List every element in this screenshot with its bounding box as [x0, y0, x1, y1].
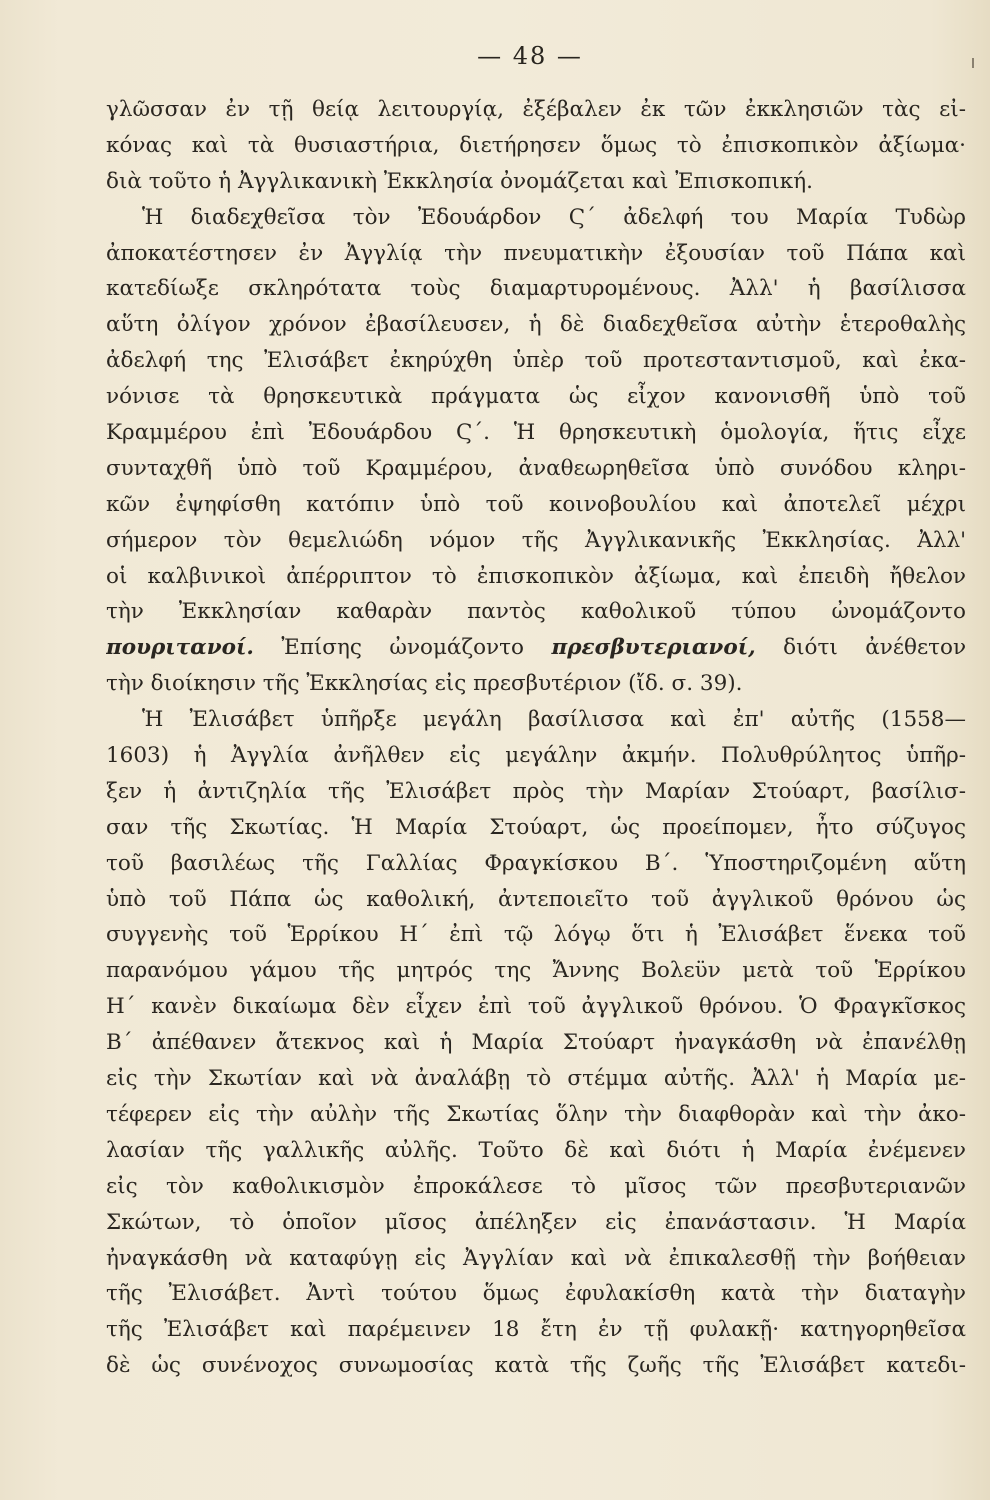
text-line: συνταχθῆ ὑπὸ τοῦ Κραμμέρου, ἀναθεωρηθεῖσα ὑπὸ συνόδου κληρι- — [106, 455, 966, 481]
text-line: παρανόμου γάμου τῆς μητρός της Ἄννης Βολεϋν μετὰ τοῦ Ἑρρίκου — [106, 958, 966, 984]
text-line: ἠναγκάσθη νὰ καταφύγῃ εἰς Ἀγγλίαν καὶ νὰ ἐπικαλεσθῇ τὴν βοήθειαν — [106, 1245, 966, 1271]
text-line: ἀποκατέστησεν ἐν Ἀγγλίᾳ τὴν πνευματικὴν ἐξουσίαν τοῦ Πάπα καὶ — [106, 240, 966, 266]
text-line: τῆς Ἐλισάβετ καὶ παρέμεινεν 18 ἔτη ἐν τῇ φυλακῇ· κατηγορηθεῖσα — [106, 1317, 966, 1343]
text-line: ἀδελφή της Ἐλισάβετ ἐκηρύχθη ὑπὲρ τοῦ προτεσταντισμοῦ, καὶ ἐκα- — [106, 348, 966, 374]
text-line: εἰς τὴν Σκωτίαν καὶ νὰ ἀναλάβῃ τὸ στέμμα αὐτῆς. Ἀλλ' ἡ Μαρία με- — [106, 1066, 966, 1092]
text-line: τέφερεν εἰς τὴν αὐλὴν τῆς Σκωτίας ὅλην τὴν διαφθορὰν καὶ τὴν ἀκο- — [106, 1101, 966, 1127]
text-line: Η´ κανὲν δικαίωμα δὲν εἶχεν ἐπὶ τοῦ ἀγγλικοῦ θρόνου. Ὁ Φραγκῖσκος — [106, 994, 966, 1020]
text-line-emphasis — [106, 630, 966, 666]
text-line: κόνας καὶ τὰ θυσιαστήρια, διετήρησεν ὅμως τὸ ἐπισκοπικὸν ἀξίωμα· — [106, 132, 966, 158]
term-presbyterians: πρεσβυτεριανοί, — [551, 635, 756, 661]
text-line: νόνισε τὰ θρησκευτικὰ πράγματα ὡς εἶχον κανονισθῆ ὑπὸ τοῦ — [106, 384, 966, 410]
body-text — [106, 92, 966, 1384]
text-line: τῆς Ἐλισάβετ. Ἀντὶ τούτου ὅμως ἐφυλακίσθη κατὰ τὴν διαταγὴν — [106, 1281, 966, 1307]
text-line: Κραμμέρου ἐπὶ Ἐδουάρδου Ϛ´. Ἡ θρησκευτικὴ ὁμολογία, ἥτις εἶχε — [106, 420, 966, 446]
text-line: συγγενὴς τοῦ Ἑρρίκου Η´ ἐπὶ τῷ λόγῳ ὅτι ἡ Ἐλισάβετ ἕνεκα τοῦ — [106, 922, 966, 948]
text-line: τὴν Ἐκκλησίαν καθαρὰν παντὸς καθολικοῦ τύπου ὠνομάζοντο — [106, 599, 966, 625]
text-line: Ἡ Ἐλισάβετ ὑπῆρξε μεγάλη βασίλισσα καὶ ἐπ' αὐτῆς (1558— — [142, 707, 966, 733]
text-line: σήμερον τὸν θεμελιώδη νόμον τῆς Ἀγγλικανικῆς Ἐκκλησίας. Ἀλλ' — [106, 527, 966, 553]
text-line: τοῦ βασιλέως τῆς Γαλλίας Φραγκίσκου Β´. Ὑποστηριζομένη αὕτη — [106, 850, 966, 876]
text-line: διὰ τοῦτο ἡ Ἀγγλικανικὴ Ἐκκλησία ὀνομάζεται καὶ Ἐπισκοπική. — [106, 168, 813, 194]
text-line: ξεν ἡ ἀντιζηλία τῆς Ἐλισάβετ πρὸς τὴν Μαρίαν Στούαρτ, βασίλισ- — [106, 778, 966, 804]
text-line: γλῶσσαν ἐν τῇ θείᾳ λειτουργίᾳ, ἐξέβαλεν ἐκ τῶν ἐκκλησιῶν τὰς εἰ- — [106, 97, 966, 122]
edge-mark — [972, 58, 974, 68]
text-line: Β´ ἀπέθανεν ἄτεκνος καὶ ἡ Μαρία Στούαρτ ἠναγκάσθη νὰ ἐπανέλθῃ — [106, 1030, 966, 1056]
text-line: κατεδίωξε σκληρότατα τοὺς διαμαρτυρομένους. Ἀλλ' ἡ βασίλισσα — [106, 276, 966, 302]
term-puritans: πουριτανοί. — [106, 635, 254, 661]
text-line: σαν τῆς Σκωτίας. Ἡ Μαρία Στούαρτ, ὡς προείπομεν, ἦτο σύζυγος — [106, 814, 966, 840]
text-line: 1603) ἡ Ἀγγλία ἀνῆλθεν εἰς μεγάλην ἀκμήν. Πολυθρύλητος ὑπῆρ- — [106, 743, 966, 769]
text-line: οἱ καλβινικοὶ ἀπέρριπτον τὸ ἐπισκοπικὸν ἀξίωμα, καὶ ἐπειδὴ ἤθελον — [106, 563, 966, 589]
text-line: αὕτη ὀλίγον χρόνον ἐβασίλευσεν, ἡ δὲ διαδεχθεῖσα αὐτὴν ἑτεροθαλὴς — [106, 312, 966, 338]
text-line: δὲ ὡς συνένοχος συνωμοσίας κατὰ τῆς ζωῆς τῆς Ἐλισάβετ κατεδι- — [106, 1353, 966, 1379]
text-line: τὴν διοίκησιν τῆς Ἐκκλησίας εἰς πρεσβυτέριον (ἴδ. σ. 39). — [106, 671, 743, 697]
text-line: ὑπὸ τοῦ Πάπα ὡς καθολική, ἀντεποιεῖτο τοῦ ἀγγλικοῦ θρόνου ὡς — [106, 886, 966, 912]
text-fragment: διότι ἀνέθετον — [755, 635, 966, 661]
text-fragment: Ἐπίσης ὠνομάζοντο — [253, 635, 552, 661]
text-line: εἰς τὸν καθολικισμὸν ἐπροκάλεσε τὸ μῖσος τῶν πρεσβυτεριανῶν — [106, 1173, 966, 1199]
page-number: — 48 — — [477, 42, 583, 70]
text-line: Σκώτων, τὸ ὁποῖον μῖσος ἀπέληξεν εἰς ἐπανάστασιν. Ἡ Μαρία — [106, 1209, 966, 1235]
text-line: λασίαν τῆς γαλλικῆς αὐλῆς. Τοῦτο δὲ καὶ διότι ἡ Μαρία ἐνέμενεν — [106, 1137, 966, 1163]
text-line: κῶν ἐψηφίσθη κατόπιν ὑπὸ τοῦ κοινοβουλίου καὶ ἀποτελεῖ μέχρι — [106, 491, 966, 517]
text-line: Ἡ διαδεχθεῖσα τὸν Ἐδουάρδον Ϛ´ ἀδελφή του Μαρία Τυδὼρ — [142, 204, 966, 230]
